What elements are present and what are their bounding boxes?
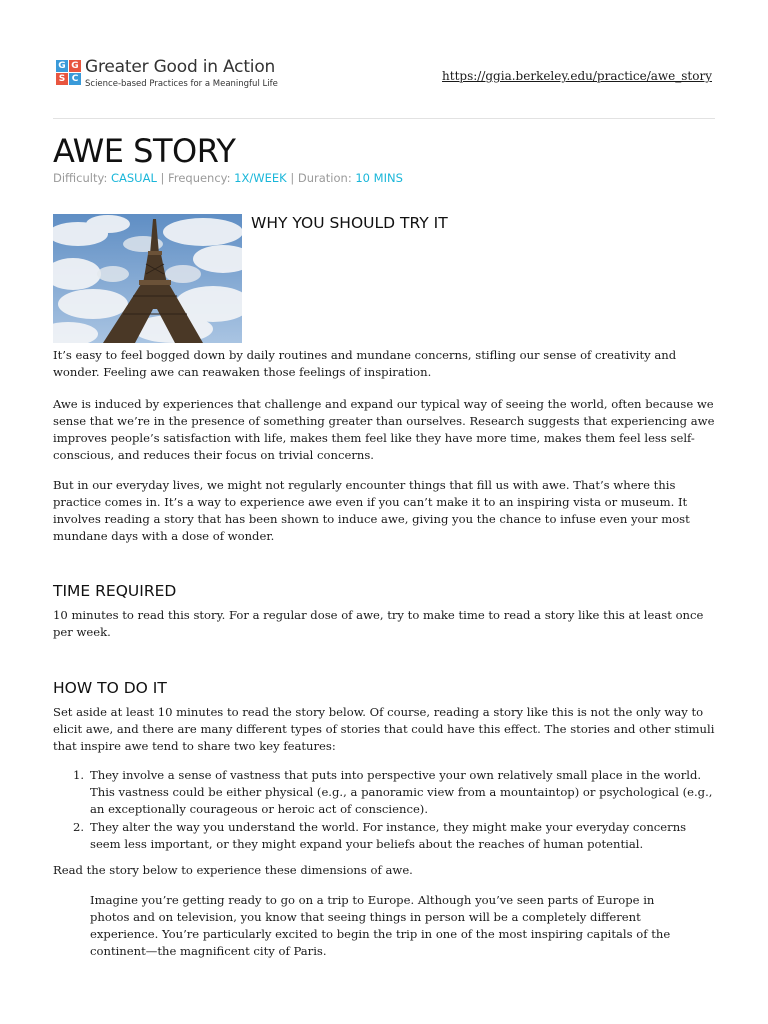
list-item-text: They involve a sense of vastness that puts into perspective your own relatively small place in the world. This vastness could be either physical (e.g., a panoramic view from a mountaintop) or psychological (e.g., an exceptionally courageous or heroic act of conscience). <box>90 768 713 816</box>
logo-cell: S <box>56 73 68 85</box>
why-paragraph: It’s easy to feel bogged down by daily routines and mundane concerns, stifling our sense of creativity and wonder. Feeling awe can reawaken those feelings of inspiration. <box>53 348 677 379</box>
ggsc-logo-icon[interactable] <box>56 60 82 86</box>
why-paragraph: Awe is induced by experiences that challenge and expand our typical way of seeing the world, often because we sense that we’re in the presence of something greater than ourselves. Research suggests that experiencing awe improves people’s satisfaction with life, makes them feel like they have more time, makes them feel less self-conscious, and reduces their focus on trivial concerns. <box>53 397 715 462</box>
frequency-value: 1X/WEEK <box>234 171 287 185</box>
how-heading: HOW TO DO IT <box>53 679 167 697</box>
list-number: 2. <box>73 820 85 834</box>
logo-cell: C <box>69 73 81 85</box>
header-divider <box>53 118 715 119</box>
list-item <box>53 819 715 853</box>
why-paragraph: But in our everyday lives, we might not regularly encounter things that fill us with awe. That’s where this practice comes in. It’s a way to experience awe even if you can’t make it to an inspiring vista or museum. It involves reading a story that has been shown to induce awe, giving you the chance to infuse even your most mundane days with a dose of wonder. <box>53 478 690 543</box>
practice-url-link[interactable]: https://ggia.berkeley.edu/practice/awe_story <box>442 69 712 83</box>
frequency-label: | Frequency: <box>160 171 231 185</box>
logo-cell: G <box>69 60 81 72</box>
brand-name[interactable]: Greater Good in Action <box>85 57 276 77</box>
time-text: 10 minutes to read this story. For a regular dose of awe, try to make time to read a story like this at least once per week. <box>53 608 704 639</box>
list-number: 1. <box>73 768 85 782</box>
logo-cell: G <box>56 60 68 72</box>
difficulty-value: CASUAL <box>110 171 157 185</box>
brand-tagline: Science-based Practices for a Meaningful Life <box>85 79 278 89</box>
why-heading: WHY YOU SHOULD TRY IT <box>251 214 448 232</box>
story-text: Imagine you’re getting ready to go on a trip to Europe. Although you’ve seen parts of Europe in photos and on television, you know that seeing things in person will be a completely different experience. You’re particularly excited to begin the trip in one of the most inspiring capitals of the continent—the magnificent city of Paris. <box>90 893 671 958</box>
duration-label: | Duration: <box>290 171 352 185</box>
practice-meta <box>53 171 403 185</box>
page-title: AWE STORY <box>53 132 236 170</box>
difficulty-label: Difficulty: <box>53 171 108 185</box>
list-item-text: They alter the way you understand the world. For instance, they might make your everyday concerns seem less important, or they might expand your beliefs about the reaches of human potential. <box>90 820 687 851</box>
time-heading: TIME REQUIRED <box>53 582 177 600</box>
eiffel-tower-icon <box>53 214 242 343</box>
eiffel-tower-photo <box>53 214 242 343</box>
duration-value: 10 MINS <box>355 171 403 185</box>
how-intro: Set aside at least 10 minutes to read the story below. Of course, reading a story like this is not the only way to elicit awe, and there are many different types of stories that could have this effect. The stories and other stimuli that inspire awe tend to share two key features: <box>53 705 715 753</box>
read-below-text: Read the story below to experience these dimensions of awe. <box>53 863 413 877</box>
list-item <box>53 767 715 818</box>
features-list <box>53 767 715 854</box>
